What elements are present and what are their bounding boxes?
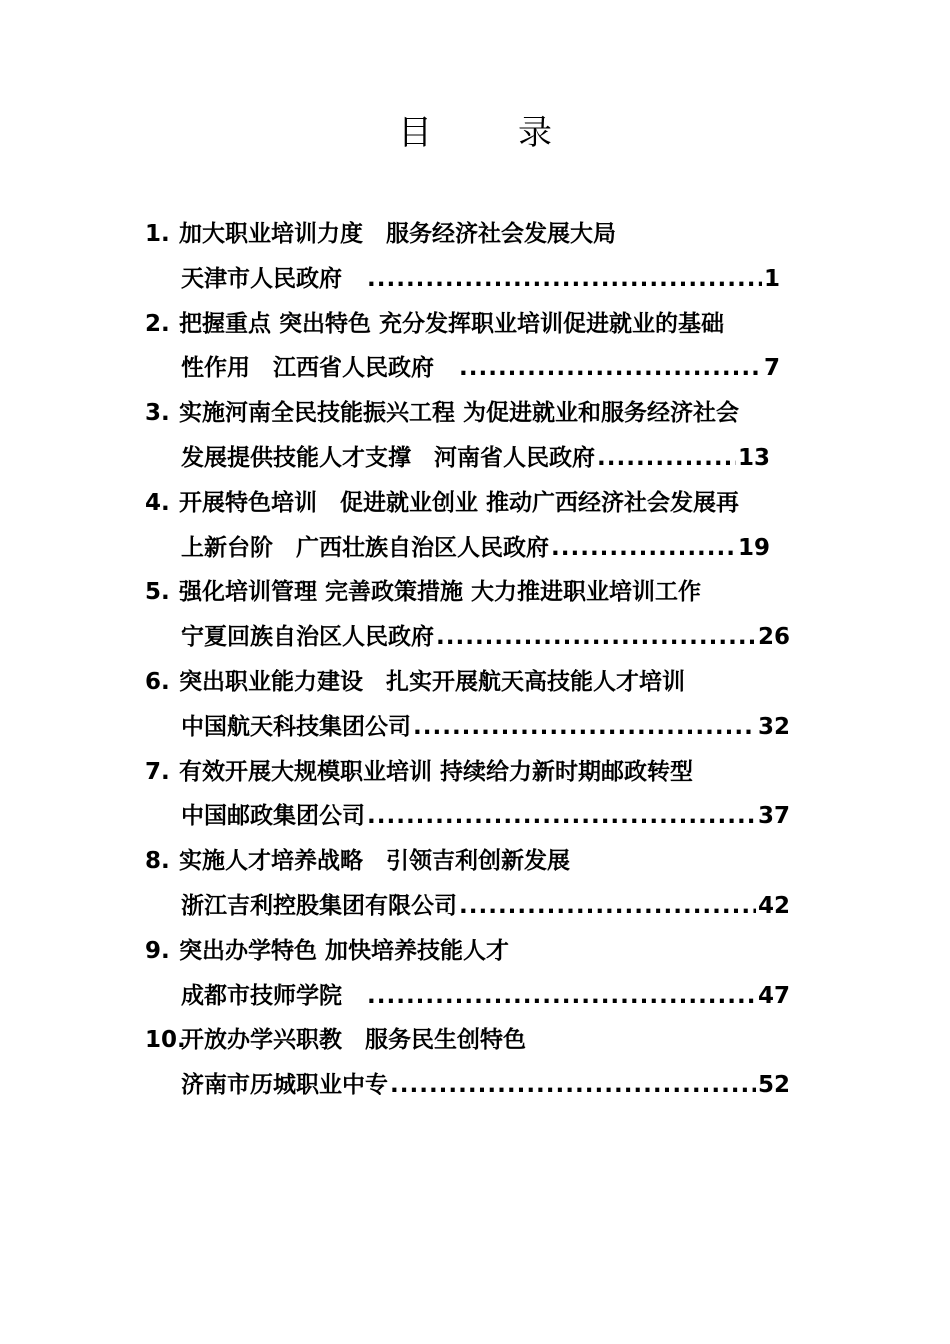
toc-source: 中国航天科技集团公司: [181, 713, 411, 740]
toc-entry-1[interactable]: [145, 212, 810, 302]
toc-number: 10.: [145, 1027, 186, 1054]
toc-heading-line: [145, 750, 810, 795]
toc-leader-line: [145, 1063, 790, 1108]
toc-leader-line: [145, 884, 790, 929]
toc-leader-dots: [551, 526, 736, 571]
toc-leader-line: [145, 346, 780, 391]
toc-leader-line: [145, 436, 770, 481]
toc-source: 发展提供技能人才支撑 河南省人民政府: [181, 444, 595, 471]
toc-leader-dots: [413, 705, 756, 750]
toc-page-number: 47: [757, 982, 790, 1009]
toc-number: 7.: [145, 758, 170, 785]
toc-page-number: 52: [757, 1072, 790, 1099]
toc-leader-dots: [459, 884, 756, 929]
toc-entry-2[interactable]: [145, 302, 810, 392]
toc-number: 1.: [145, 221, 170, 247]
toc-leader-dots: [367, 794, 756, 839]
toc-page-number: 1: [763, 265, 780, 292]
toc-leader-dots: [390, 1063, 756, 1108]
table-of-contents: [145, 212, 810, 1108]
toc-heading-text: 强化培训管理 完善政策措施 大力推进职业培训工作: [179, 579, 702, 606]
toc-heading-text: 实施人才培养战略 引领吉利创新发展: [179, 848, 570, 875]
toc-leader-dots: [459, 346, 762, 391]
toc-source: 济南市历城职业中专: [181, 1072, 388, 1099]
toc-heading-line: [145, 212, 810, 257]
toc-page-number: 13: [737, 444, 770, 471]
toc-leader-dots: [436, 615, 756, 660]
toc-heading-text: 突出职业能力建设 扎实开展航天高技能人才培训: [179, 668, 685, 695]
toc-entry-9[interactable]: [145, 929, 810, 1019]
toc-leader-line: [145, 705, 790, 750]
toc-entry-6[interactable]: [145, 660, 810, 750]
toc-source: 性作用 江西省人民政府: [181, 355, 457, 382]
toc-source: 中国邮政集团公司: [181, 803, 365, 830]
toc-heading-text: 突出办学特色 加快培养技能人才: [179, 937, 510, 964]
toc-source: 上新台阶 广西壮族自治区人民政府: [181, 534, 549, 561]
toc-source: 成都市技师学院: [181, 982, 365, 1009]
page-title: 目 录: [398, 113, 578, 153]
toc-leader-line: [145, 526, 770, 571]
toc-entry-7[interactable]: [145, 750, 810, 840]
toc-number: 4.: [145, 489, 170, 516]
toc-entry-10[interactable]: [145, 1018, 810, 1108]
toc-entry-8[interactable]: [145, 839, 810, 929]
toc-page-number: 37: [757, 803, 790, 830]
toc-heading-line: [145, 839, 810, 884]
toc-heading-text: 开展特色培训 促进就业创业 推动广西经济社会发展再: [179, 489, 740, 516]
toc-heading-line: [145, 929, 810, 974]
toc-heading-text: 实施河南全民技能振兴工程 为促进就业和服务经济社会: [179, 400, 740, 427]
toc-leader-line: [145, 974, 790, 1019]
toc-leader-dots: [367, 257, 762, 302]
toc-heading-line: [145, 391, 810, 436]
toc-heading-text: 把握重点 突出特色 充分发挥职业培训促进就业的基础: [179, 310, 725, 337]
toc-leader-line: [145, 257, 780, 302]
toc-page-number: 26: [757, 624, 790, 651]
toc-source: 宁夏回族自治区人民政府: [181, 624, 434, 651]
toc-source: 天津市人民政府: [181, 265, 365, 292]
toc-page-number: 42: [757, 892, 790, 919]
toc-entry-3[interactable]: [145, 391, 810, 481]
toc-entry-5[interactable]: [145, 570, 810, 660]
toc-number: 2.: [145, 310, 170, 337]
toc-source: 浙江吉利控股集团有限公司: [181, 892, 457, 919]
toc-page-number: 7: [763, 355, 780, 382]
toc-heading-line: [145, 481, 810, 526]
toc-leader-dots: [367, 974, 756, 1019]
toc-number: 6.: [145, 668, 170, 695]
toc-heading-text: 有效开展大规模职业培训 持续给力新时期邮政转型: [179, 758, 694, 785]
toc-heading-line: [145, 570, 810, 615]
toc-number: 9.: [145, 937, 170, 964]
toc-leader-dots: [597, 436, 736, 481]
toc-leader-line: [145, 794, 790, 839]
toc-entry-4[interactable]: [145, 481, 810, 571]
toc-number: 5.: [145, 579, 170, 606]
toc-heading-text: 加大职业培训力度 服务经济社会发展大局: [179, 221, 616, 247]
toc-number: 8.: [145, 848, 170, 875]
toc-number: 3.: [145, 400, 170, 427]
toc-leader-line: [145, 615, 790, 660]
toc-page-number: 19: [737, 534, 770, 561]
toc-page-number: 32: [757, 713, 790, 740]
toc-heading-text: 开放办学兴职教 服务民生创特色: [181, 1027, 526, 1054]
toc-heading-line: [145, 1018, 810, 1063]
toc-heading-line: [145, 660, 810, 705]
toc-heading-line: [145, 302, 810, 347]
